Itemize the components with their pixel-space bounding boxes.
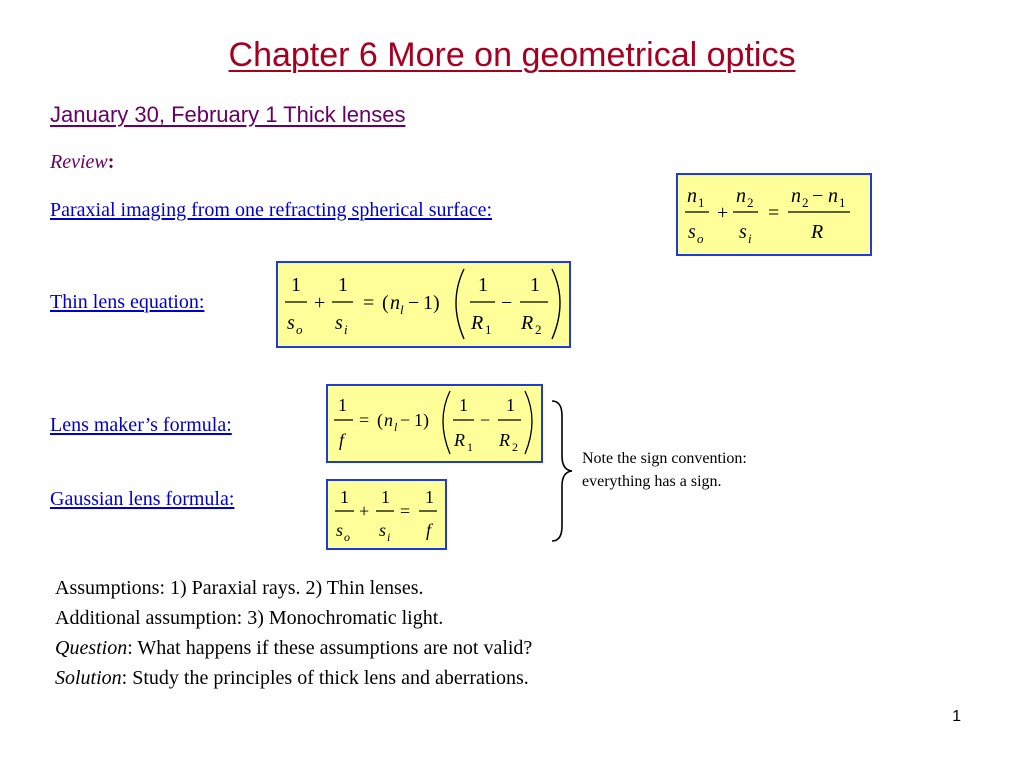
- svg-text:i: i: [344, 322, 348, 337]
- svg-text:1: 1: [839, 195, 846, 210]
- svg-text:1: 1: [530, 274, 540, 296]
- svg-text:+: +: [717, 202, 729, 224]
- question-line: [55, 633, 532, 663]
- question-text: : What happens if these assumptions are not valid?: [127, 637, 533, 659]
- review-colon: :: [107, 151, 115, 173]
- svg-text:1: 1: [381, 487, 390, 507]
- svg-text:1: 1: [459, 395, 468, 415]
- svg-text:2: 2: [535, 322, 542, 337]
- svg-text:1: 1: [338, 395, 347, 415]
- svg-text:n: n: [687, 185, 697, 207]
- paraxial-formula: [678, 175, 870, 254]
- thin-lens-formula-box: [276, 261, 571, 348]
- svg-text:n: n: [390, 292, 400, 314]
- paraxial-label: Paraxial imaging from one refracting spherical surface:: [50, 199, 493, 221]
- svg-text:−: −: [400, 410, 411, 430]
- svg-text:1: 1: [485, 322, 492, 337]
- svg-text:n: n: [384, 410, 393, 430]
- svg-text:1: 1: [338, 274, 348, 296]
- solution-text: : Study the principles of thick lens and aberrations.: [121, 667, 529, 689]
- svg-text:n: n: [791, 185, 801, 207]
- svg-text:=: =: [400, 501, 411, 521]
- svg-text:−: −: [408, 292, 420, 314]
- solution-line: [55, 663, 532, 693]
- svg-text:=: =: [363, 292, 375, 314]
- svg-text:=: =: [359, 410, 370, 430]
- svg-text:1: 1: [478, 274, 488, 296]
- svg-text:i: i: [748, 231, 752, 246]
- svg-text:R: R: [454, 430, 465, 450]
- svg-text:s: s: [688, 221, 696, 243]
- svg-text:l: l: [394, 420, 398, 434]
- question-label: Question: [55, 637, 128, 659]
- thin-lens-formula: [278, 263, 569, 346]
- sign-convention-note: [582, 447, 747, 493]
- svg-text:o: o: [697, 231, 704, 246]
- svg-text:R: R: [811, 221, 824, 243]
- svg-text:2: 2: [802, 195, 809, 210]
- svg-text:s: s: [336, 520, 344, 540]
- additional-assumption-line: Additional assumption: 3) Monochromatic light.: [55, 607, 444, 629]
- svg-text:s: s: [287, 312, 295, 334]
- thin-lens-label: Thin lens equation:: [50, 291, 205, 313]
- svg-text:l: l: [400, 302, 404, 317]
- note-line-1: Note the sign convention:: [582, 450, 747, 467]
- svg-text:f: f: [426, 520, 432, 540]
- svg-text:o: o: [344, 530, 350, 544]
- svg-text:(: (: [382, 292, 389, 314]
- svg-text:1: 1: [340, 487, 349, 507]
- svg-text:R: R: [499, 430, 510, 450]
- svg-text:s: s: [335, 312, 343, 334]
- svg-text:R: R: [471, 312, 484, 334]
- svg-text:+: +: [314, 292, 326, 314]
- svg-text:2: 2: [747, 195, 754, 210]
- gaussian-formula-box: [326, 479, 447, 550]
- right-brace-icon: [548, 398, 578, 544]
- lens-maker-formula: [328, 386, 541, 461]
- svg-text:1: 1: [425, 487, 434, 507]
- svg-text:o: o: [296, 322, 303, 337]
- svg-text:−: −: [812, 185, 824, 207]
- svg-text:1): 1): [414, 410, 429, 430]
- svg-text:1: 1: [467, 440, 473, 454]
- svg-text:+: +: [359, 501, 370, 521]
- svg-text:=: =: [768, 202, 780, 224]
- review-heading: [50, 151, 114, 174]
- note-line-2: everything has a sign.: [582, 473, 722, 490]
- svg-text:−: −: [501, 292, 513, 314]
- svg-text:1: 1: [291, 274, 301, 296]
- solution-label: Solution: [55, 667, 122, 689]
- svg-text:2: 2: [512, 440, 518, 454]
- lens-maker-label: Lens maker’s formula:: [50, 414, 232, 436]
- svg-text:1: 1: [506, 395, 515, 415]
- slide-subtitle: January 30, February 1 Thick lenses: [50, 102, 406, 127]
- svg-text:f: f: [339, 430, 345, 450]
- svg-text:1: 1: [698, 195, 705, 210]
- svg-text:−: −: [480, 410, 491, 430]
- svg-text:(: (: [377, 410, 383, 430]
- lens-maker-formula-box: [326, 384, 543, 463]
- svg-text:s: s: [739, 221, 747, 243]
- svg-text:i: i: [387, 530, 391, 544]
- svg-text:n: n: [828, 185, 838, 207]
- svg-text:n: n: [736, 185, 746, 207]
- assumptions-block: [55, 573, 532, 693]
- page-number: 1: [952, 708, 961, 725]
- review-label: Review: [50, 151, 108, 173]
- slide-title: Chapter 6 More on geometrical optics: [228, 36, 796, 74]
- svg-text:s: s: [379, 520, 387, 540]
- gaussian-label: Gaussian lens formula:: [50, 488, 235, 510]
- paraxial-formula-box: [676, 173, 872, 256]
- gaussian-formula: [328, 481, 445, 548]
- svg-text:R: R: [521, 312, 534, 334]
- assumptions-line: Assumptions: 1) Paraxial rays. 2) Thin lenses.: [55, 577, 424, 599]
- svg-text:1): 1): [423, 292, 440, 314]
